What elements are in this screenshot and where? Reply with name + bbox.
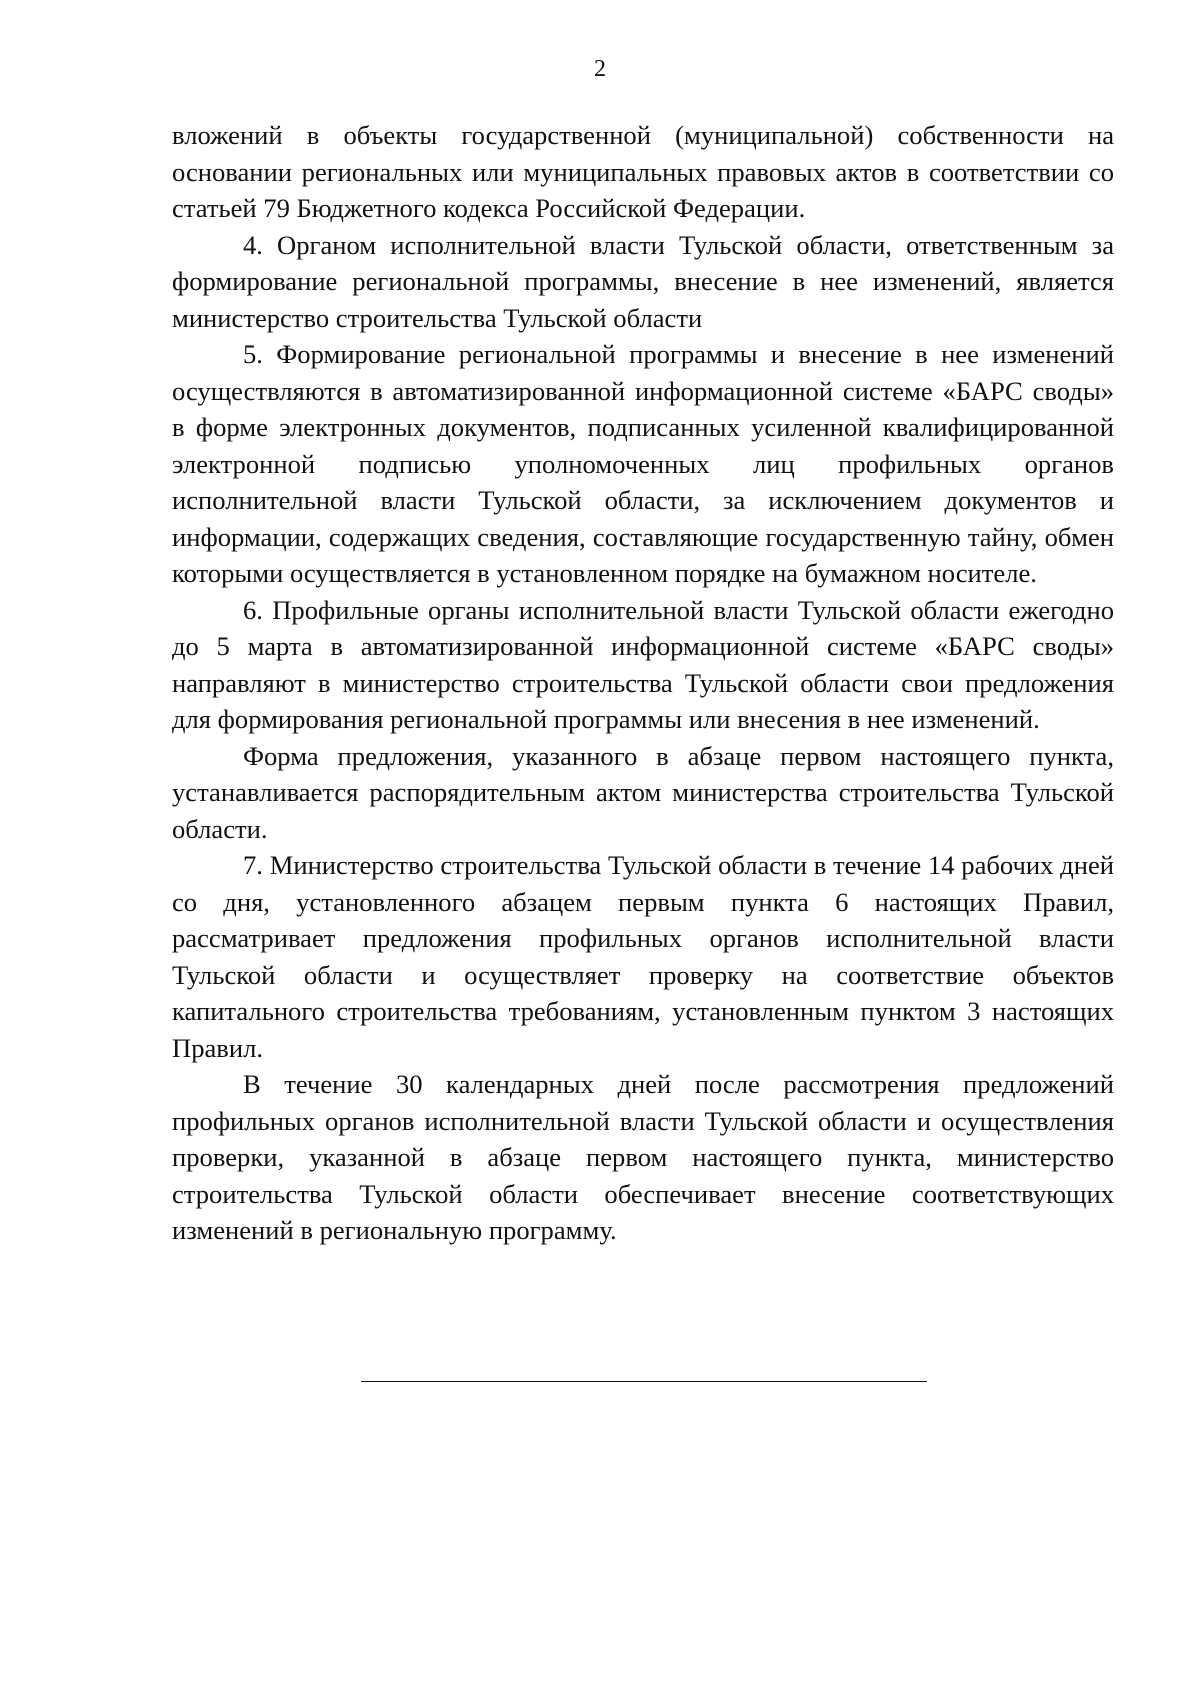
paragraph-item-5: 5. Формирование региональной программы и внесение в нее изменений осуществляются в автоматизированной информационной системе «БАРС своды» в форме электронных документов, подписанных усиленной квалифицированной электронной подписью уполномоченных лиц профильных органов исполнительной власти Тульской области, за исключением документов и информации, содержащих сведения, составляющие государственную тайну, обмен которыми осуществляется в установленном порядке на бумажном носителе.	[172, 339, 1114, 588]
closing-separator-line	[361, 1381, 927, 1382]
paragraph-item-6-form: Форма предложения, указанного в абзаце первом настоящего пункта, устанавливается распорядительным актом министерства строительства Тульской области.	[172, 740, 1114, 844]
paragraph-item-7: 7. Министерство строительства Тульской области в течение 14 рабочих дней со дня, установленного абзацем первым пункта 6 настоящих Правил, рассматривает предложения профильных органов исполнительной власти Тульской области и осуществляет проверку на соответствие объектов капитального строительства требованиям, установленным пунктом 3 настоящих Правил.	[172, 850, 1114, 1063]
document-body	[172, 117, 1114, 1249]
paragraph-item-6: 6. Профильные органы исполнительной власти Тульской области ежегодно до 5 марта в автоматизированной информационной системе «БАРС своды» направляют в министерство строительства Тульской области свои предложения для формирования региональной программы или внесения в нее изменений.	[172, 594, 1114, 734]
paragraph-continuation: вложений в объекты государственной (муниципальной) собственности на основании региональных или муниципальных правовых актов в соответствии со статьей 79 Бюджетного кодекса Российской Федерации.	[172, 120, 1114, 223]
page-number: 2	[594, 56, 606, 82]
paragraph-item-7-changes: В течение 30 календарных дней после рассмотрения предложений профильных органов исполнительной власти Тульской области и осуществления проверки, указанной в абзаце первом настоящего пункта, министерство строительства Тульской области обеспечивает внесение соответствующих изменений в региональную программу.	[172, 1069, 1114, 1245]
paragraph-item-4: 4. Органом исполнительной власти Тульской области, ответственным за формирование региональной программы, внесение в нее изменений, является министерство строительства Тульской области	[172, 229, 1114, 333]
